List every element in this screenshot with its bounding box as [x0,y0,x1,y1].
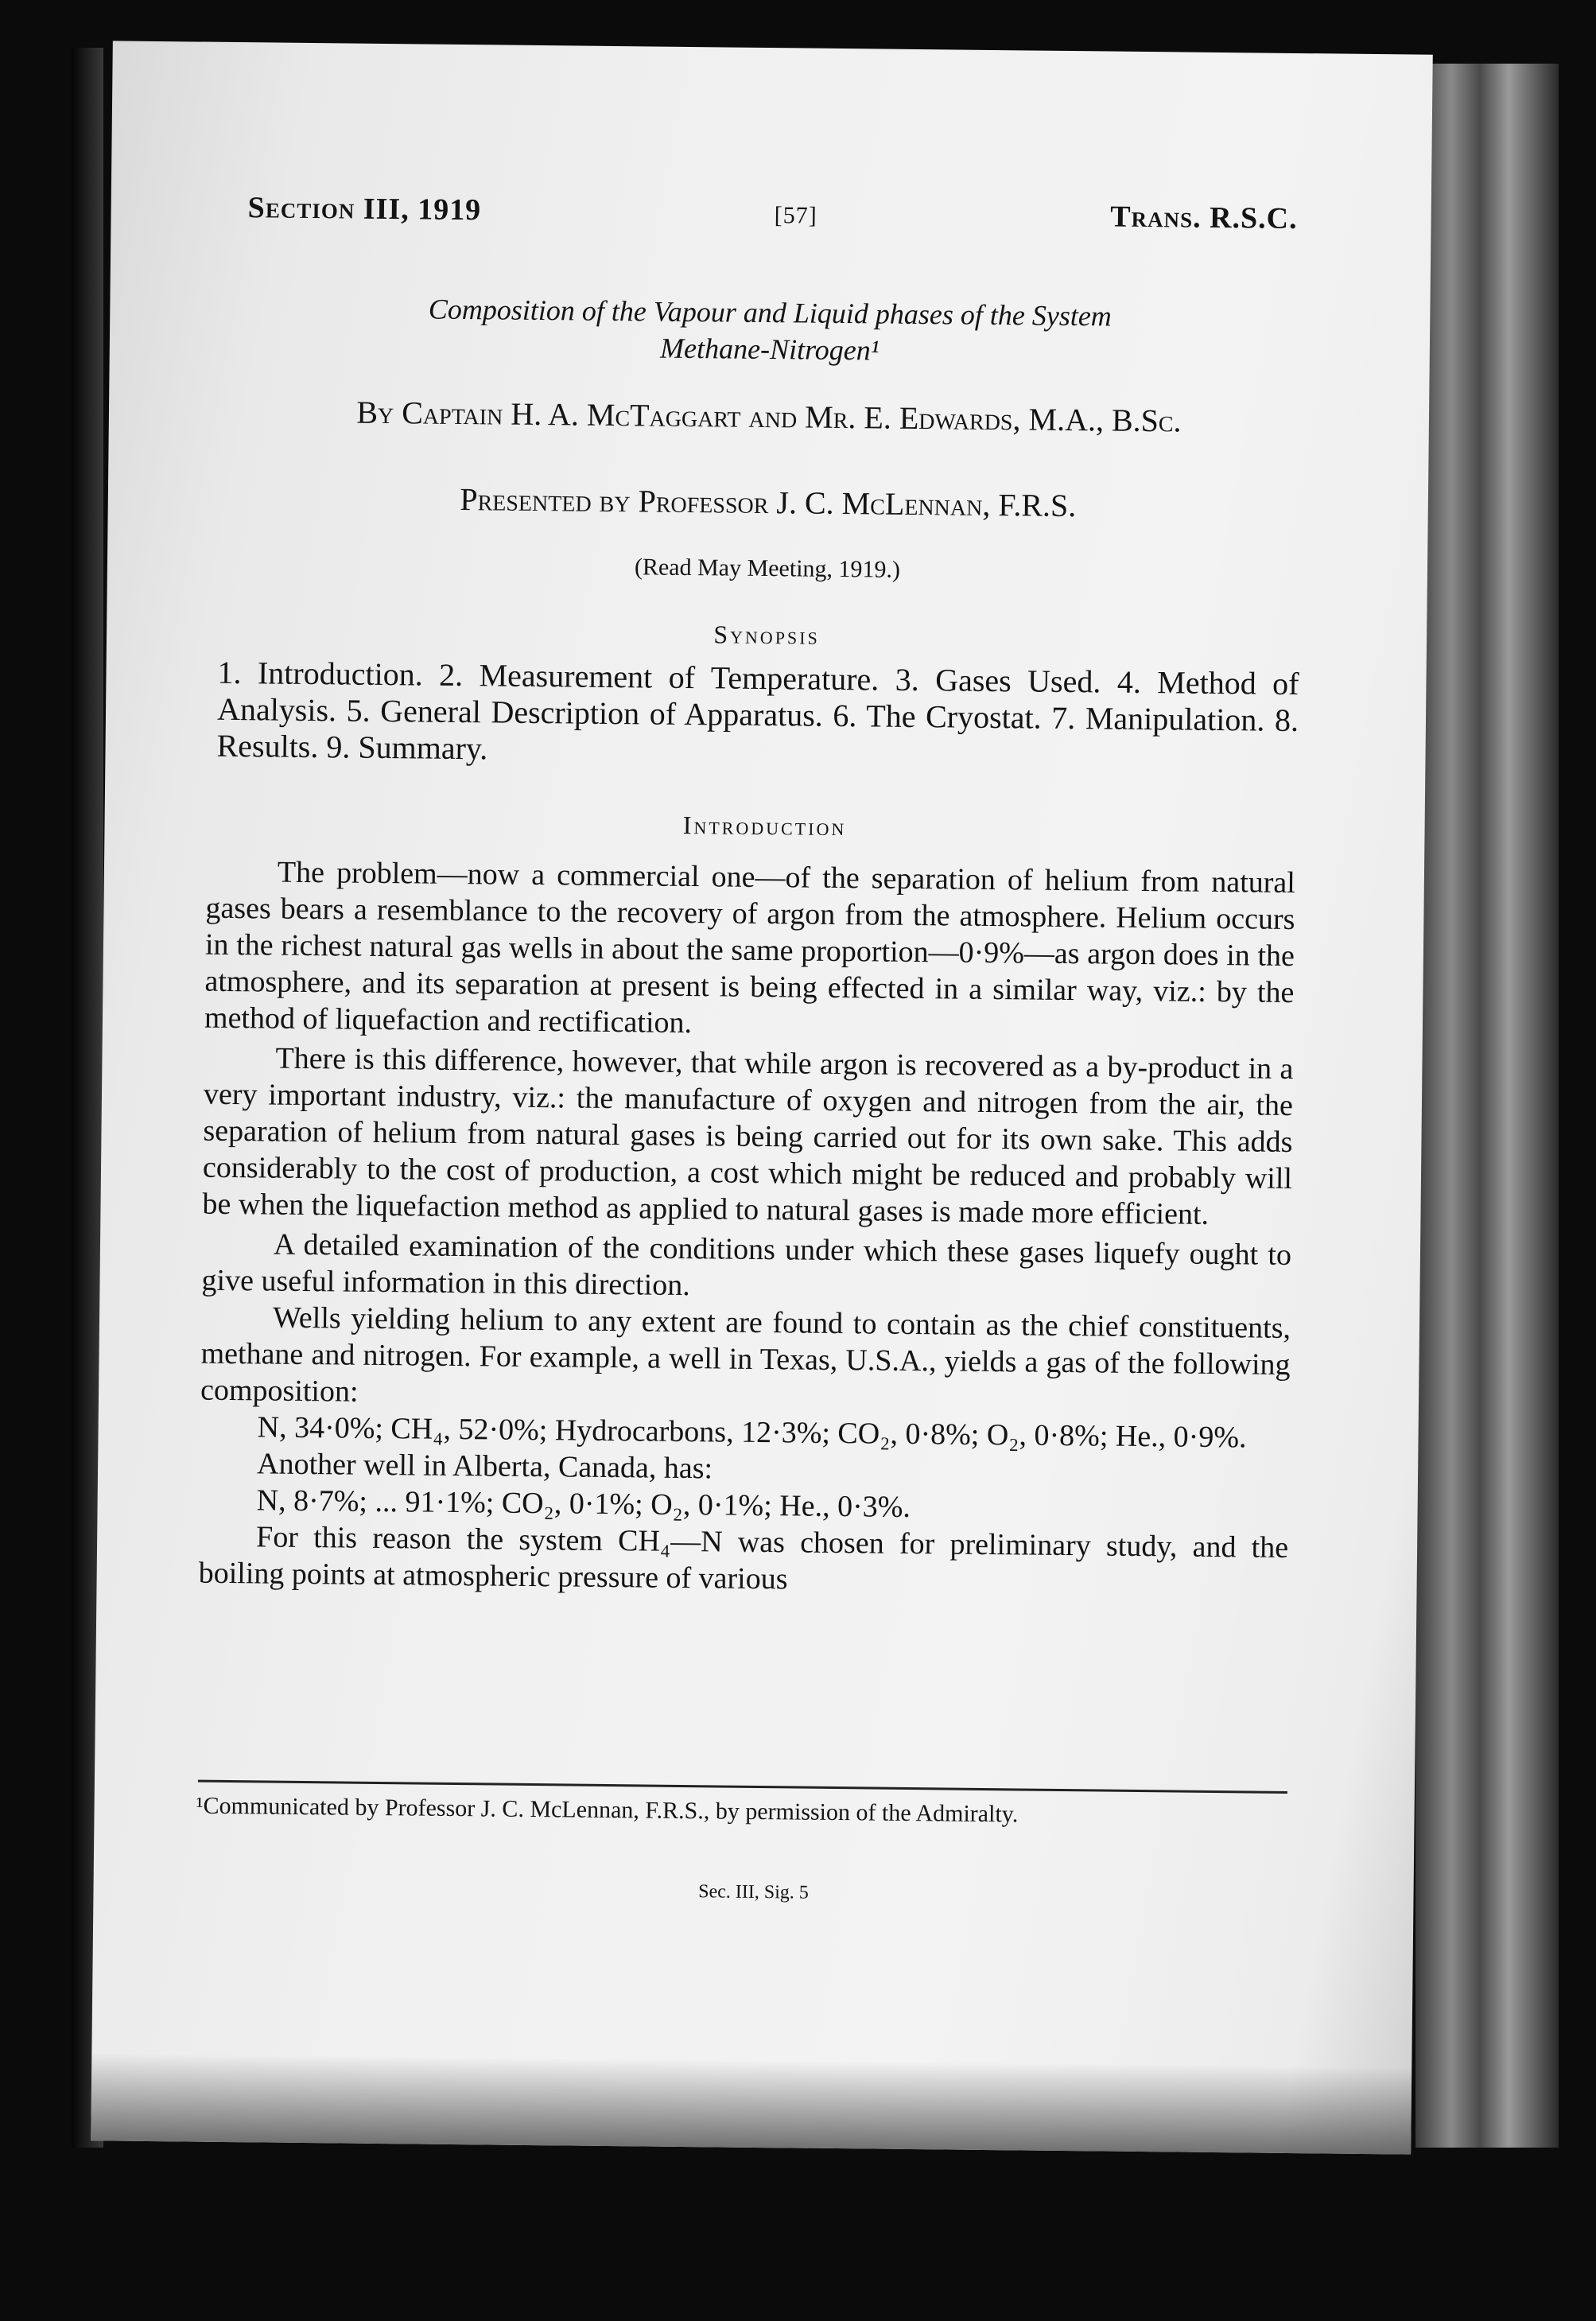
footnote-divider [198,1780,1287,1794]
paragraph: Wells yielding helium to any extent are found to contain as the chief constituents, methane and nitrogen. For example, a well in Texas, U.S.A., yields a gas of the following composition: [200,1300,1291,1409]
paragraph: The problem—now a commercial one—of the separation of helium from natural gases bears a resemblance to the recovery of argon from the atmosphere. Helium occurs in the richest natural gas wells in about the same proportion—0·9%—as argon does in the atmosphere, and its separation at present is being effected in a similar way, viz.: by the method of liquefaction and rectification. [204,855,1296,1040]
synopsis-text: 1. Introduction. 2. Measurement of Temperature. 3. Gases Used. 4. Method of Analysis. 5. General Description of Apparatus. 6. The Cryostat. 7. Manipulation. 8. Results. 9. Summary. [216,654,1299,767]
paragraph: Another well in Alberta, Canada, has: [256,1447,713,1486]
paragraph: There is this difference, however, that while argon is recovered as a by-product in a very important industry, viz.: the manufacture of oxygen and nitrogen from the air, the separation of helium from natural gases is being carried out for its own sake. This adds considerably to the cost of production, a cost which might be reduced and probably will be when the liquefaction method as applied to natural gases is made more efficient. [202,1041,1294,1231]
composition-line: N, 8·7%; ... 91·1%; CO₂, 0·1%; O₂, 0·1%; He., 0·3%. [256,1483,911,1524]
paragraph: A detailed examination of the conditions under which these gases liquefy ought to give useful information in this direction. [201,1227,1292,1303]
synopsis-heading: Synopsis [713,620,821,650]
book-page-edges [1415,64,1559,2148]
footnote: ¹Communicated by Professor J. C. McLennan, F.R.S., by permission of the Admiralty. [196,1792,1019,1828]
journal-label: Trans. R.S.C. [1110,200,1298,235]
authors-line: By Captain H. A. McTaggart and Mr. E. Edwards, M.A., B.Sc. [356,394,1182,439]
title-line-2: Methane-Nitrogen¹ [659,332,880,367]
section-label: Section III, 1919 [247,191,482,227]
book-page [91,41,1433,2154]
introduction-heading: Introduction [682,810,847,842]
title-line-1: Composition of the Vapour and Liquid phases of the System [428,293,1113,332]
composition-line: N, 34·0%; CH₄, 52·0%; Hydrocarbons, 12·3%; CO₂, 0·8%; O₂, 0·8%; He., 0·9%. [257,1410,1247,1455]
running-header [247,190,1297,236]
signature-mark: Sec. III, Sig. 5 [698,1881,809,1903]
meeting-note: (Read May Meeting, 1919.) [634,554,901,583]
paragraph: For this reason the system CH₄—N was chosen for preliminary study, and the boiling points at atmospheric pressure of various [198,1520,1289,1596]
article-title [221,289,1319,373]
page-number: [57] [774,202,817,229]
introduction-body [198,853,1295,1603]
presented-by-line: Presented by Professor J. C. McLennan, F.R.S. [460,480,1077,524]
page-bottom-shadow [91,2053,1412,2154]
